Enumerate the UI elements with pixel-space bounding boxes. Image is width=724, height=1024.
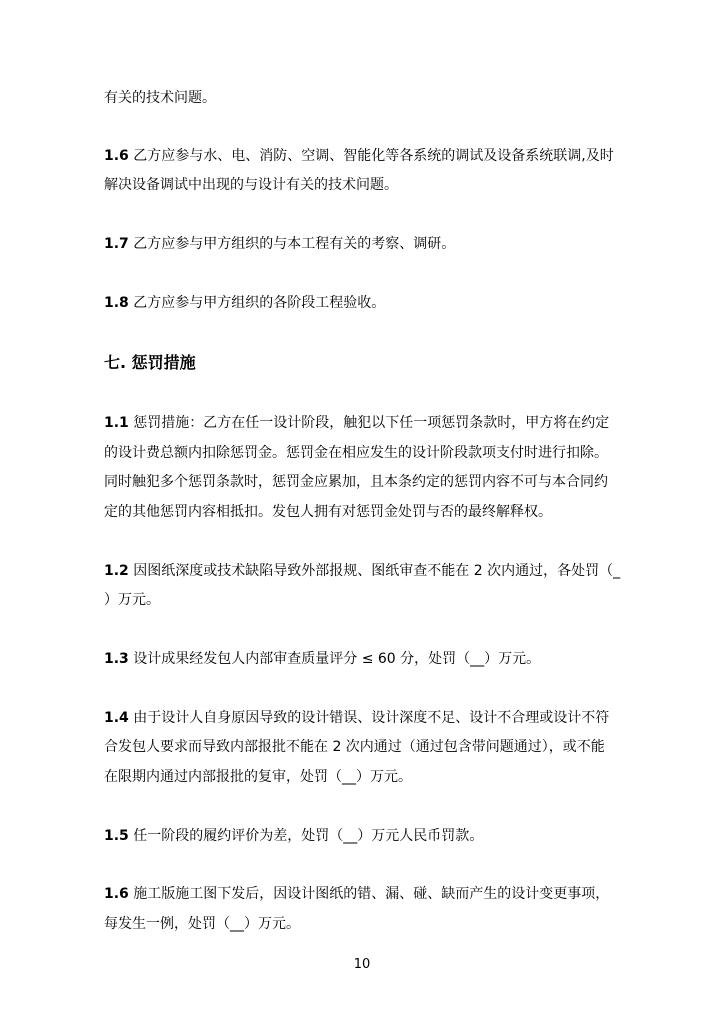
penalty-1-2-line-1 bbox=[104, 561, 620, 581]
penalty-1-3-line-1 bbox=[104, 649, 540, 669]
line-text: 乙方应参与甲方组织的各阶段工程验收。 bbox=[128, 295, 386, 311]
line-text: 乙方应参与水、电、消防、空调、智能化等各系统的调试及设备系统联调,及时 bbox=[128, 148, 614, 164]
penalty-1-1-line-2 bbox=[104, 443, 608, 463]
clause-number: 1.1 bbox=[104, 415, 129, 431]
paragraph-line bbox=[104, 88, 216, 108]
line-text: ）万元。 bbox=[104, 592, 160, 608]
line-text: 同时触犯多个惩罚条款时，惩罚金应累加，且本条约定的惩罚内容不可与本合同约 bbox=[104, 474, 608, 490]
clause-number: 1.5 bbox=[104, 828, 129, 844]
line-text: 施工版施工图下发后，因设计图纸的错、漏、碰、缺而产生的设计变更事项， bbox=[128, 886, 610, 902]
section-heading: 七. 惩罚措施 bbox=[104, 353, 196, 372]
clause-1-7-line-1 bbox=[104, 234, 455, 254]
penalty-1-6-line-2 bbox=[104, 914, 300, 934]
clause-1-8-line-1 bbox=[104, 293, 385, 313]
line-text: 有关的技术问题。 bbox=[104, 90, 216, 106]
penalty-1-1-line-4 bbox=[104, 502, 552, 522]
clause-number: 1.3 bbox=[104, 651, 129, 667]
penalty-1-4-line-2 bbox=[104, 737, 605, 757]
line-text: 合发包人要求而导致内部报批不能在 2 次内通过（通过包含带问题通过），或不能 bbox=[104, 739, 605, 755]
clause-number: 1.2 bbox=[104, 563, 129, 579]
penalty-1-4-line-1 bbox=[104, 708, 609, 728]
penalty-1-6-line-1 bbox=[104, 884, 609, 904]
clause-number: 1.6 bbox=[104, 148, 129, 164]
line-text: 任一阶段的履约评价为差，处罚（__）万元人民币罚款。 bbox=[128, 828, 484, 844]
clause-number: 1.7 bbox=[104, 236, 129, 252]
penalty-1-5-line-1 bbox=[104, 826, 483, 846]
penalty-1-1-line-1 bbox=[104, 413, 609, 433]
line-text: 每发生一例，处罚（__）万元。 bbox=[104, 916, 300, 932]
clause-number: 1.4 bbox=[104, 710, 129, 726]
penalty-1-2-line-2 bbox=[104, 590, 160, 610]
line-text: 乙方应参与甲方组织的与本工程有关的考察、调研。 bbox=[128, 236, 456, 252]
line-text: 因图纸深度或技术缺陷导致外部报规、图纸审查不能在 2 次内通过，各处罚（_ bbox=[128, 563, 621, 579]
line-text: 解决设备调试中出现的与设计有关的技术问题。 bbox=[104, 177, 398, 193]
penalty-1-1-line-3 bbox=[104, 472, 608, 492]
page-number: 10 bbox=[353, 957, 371, 972]
clause-number: 1.6 bbox=[104, 886, 129, 902]
line-text: 定的其他惩罚内容相抵扣。发包人拥有对惩罚金处罚与否的最终解释权。 bbox=[104, 504, 552, 520]
line-text: 由于设计人自身原因导致的设计错误、设计深度不足、设计不合理或设计不符 bbox=[128, 710, 610, 726]
line-text: 惩罚措施：乙方在任一设计阶段，触犯以下任一项惩罚条款时，甲方将在约定 bbox=[128, 415, 610, 431]
clause-1-6-line-2 bbox=[104, 175, 398, 195]
clause-1-6-line-1 bbox=[104, 146, 614, 166]
line-text: 的设计费总额内扣除惩罚金。惩罚金在相应发生的设计阶段款项支付时进行扣除。 bbox=[104, 445, 608, 461]
line-text: 设计成果经发包人内部审查质量评分 ≤ 60 分，处罚（__）万元。 bbox=[128, 651, 541, 667]
clause-number: 1.8 bbox=[104, 295, 129, 311]
penalty-1-4-line-3 bbox=[104, 767, 412, 787]
line-text: 在限期内通过内部报批的复审，处罚（__）万元。 bbox=[104, 769, 412, 785]
